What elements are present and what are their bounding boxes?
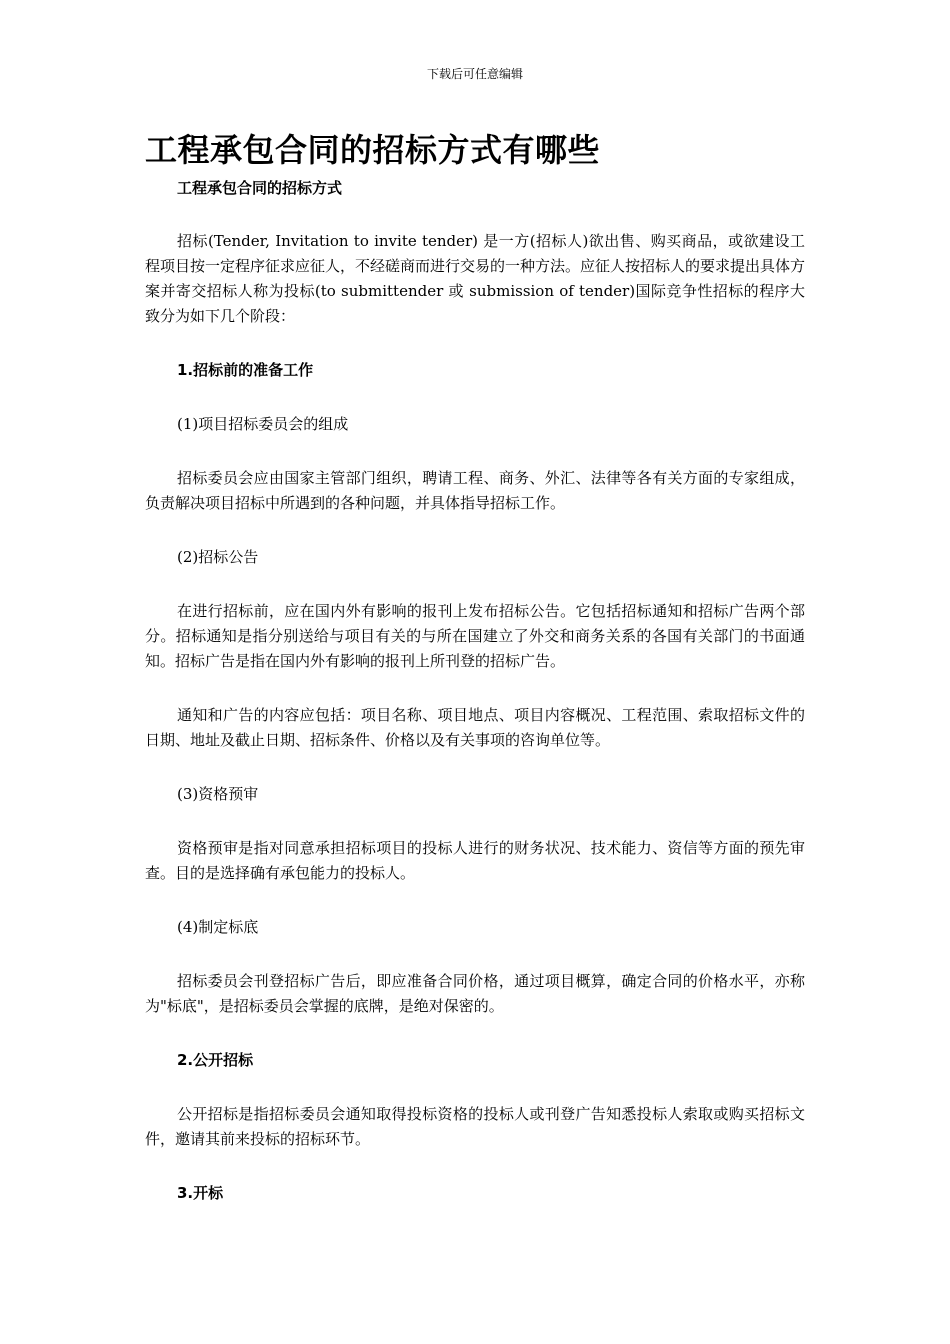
- announcement-paragraph: 在进行招标前，应在国内外有影响的报刊上发布招标公告。它包括招标通知和招标广告两个部分。招标通知是指分别送给与项目有关的与所在国建立了外交和商务关系的各国有关部门的书面通知。招标广告是指在国内外有影响的报刊上所刊登的招标广告。: [145, 602, 805, 670]
- spacer: [145, 1073, 805, 1102]
- header-note: 下载后可任意编辑: [426, 67, 523, 81]
- spacer: [145, 329, 805, 358]
- prequalification-paragraph: 资格预审是指对同意承担招标项目的投标人进行的财务状况、技术能力、资信等方面的预先审查。目的是选择确有承包能力的投标人。: [145, 839, 805, 882]
- section-heading-preparation: 1.招标前的准备工作: [177, 361, 314, 379]
- base-price-paragraph: 招标委员会刊登招标广告后，即应准备合同价格，通过项目概算，确定合同的价格水平，亦称为"标底"，是招标委员会掌握的底牌，是绝对保密的。: [145, 972, 805, 1015]
- document-title: 工程承包合同的招标方式有哪些: [145, 131, 601, 169]
- spacer: [145, 570, 805, 599]
- public-tender-paragraph: 公开招标是指招标委员会通知取得投标资格的投标人或刊登广告知悉投标人索取或购买招标文件，邀请其前来投标的招标环节。: [145, 1105, 805, 1148]
- announcement-content-paragraph: 通知和广告的内容应包括：项目名称、项目地点、项目内容概况、工程范围、索取招标文件的日期、地址及截止日期、招标条件、价格以及有关事项的咨询单位等。: [145, 706, 805, 749]
- intro-paragraph: 招标(Tender, Invitation to invite tender) 是一方(招标人)欲出售、购买商品，或欲建设工程项目按一定程序征求应征人，不经磋商而进行交易的一种方法。应征人按招标人的要求提出具体方案并寄交招标人称为投标(to submittender 或 submission of tender)国际竞争性招标的程序大致分为如下几个阶段：: [145, 232, 806, 325]
- section-heading-bid-opening: 3.开标: [177, 1184, 224, 1202]
- spacer: [145, 1152, 805, 1181]
- spacer: [145, 383, 805, 412]
- subsection-label-committee: (1)项目招标委员会的组成: [177, 415, 349, 433]
- subsection-label-announcement: (2)招标公告: [177, 548, 259, 566]
- section-heading-public-tender: 2.公开招标: [177, 1051, 254, 1069]
- spacer: [145, 753, 805, 782]
- spacer: [145, 886, 805, 915]
- spacer: [145, 437, 805, 466]
- committee-paragraph: 招标委员会应由国家主管部门组织，聘请工程、商务、外汇、法律等各有关方面的专家组成，负责解决项目招标中所遇到的各种问题，并具体指导招标工作。: [145, 469, 805, 512]
- subsection-label-prequalification: (3)资格预审: [177, 785, 259, 803]
- spacer: [145, 674, 805, 703]
- spacer: [145, 516, 805, 545]
- document-subtitle: 工程承包合同的招标方式: [177, 179, 343, 197]
- spacer: [145, 200, 805, 229]
- spacer: [145, 940, 805, 969]
- subsection-label-base-price: (4)制定标底: [177, 918, 259, 936]
- spacer: [145, 1019, 805, 1048]
- document-body: [145, 128, 805, 1206]
- spacer: [145, 807, 805, 836]
